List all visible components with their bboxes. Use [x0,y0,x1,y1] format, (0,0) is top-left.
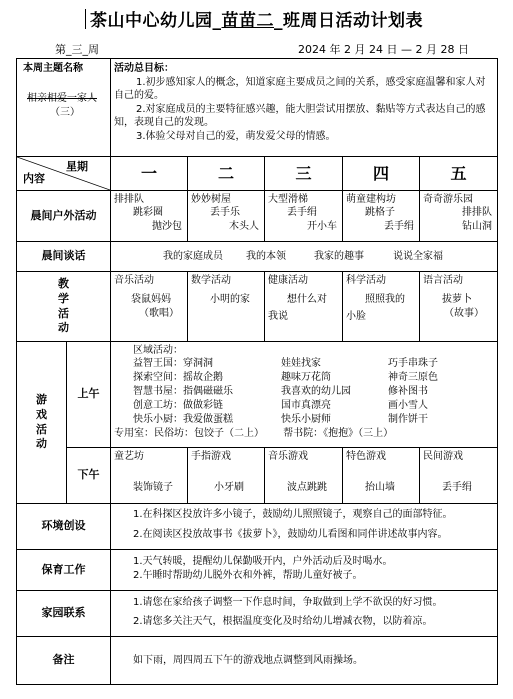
teaching-label [17,272,111,342]
pm-cell-fri [420,448,498,504]
care-label: 保育工作 [17,550,111,591]
outdoor-thu-3: 丢手绢 [384,221,414,232]
talk-cell [111,242,498,272]
outdoor-tue-2: 丢手乐 [210,207,240,218]
day-friday: 五 [420,157,498,191]
home-item-1: 1.请您在家给孩子调整一下作息时间，争取做到上学不欲误的好习惯。 [133,597,443,608]
day-content-header [17,157,111,191]
pm-thu-title: 特色游戏 [346,451,386,462]
pm-tue-title: 手指游戏 [191,451,231,462]
theme-cell [17,59,111,157]
teaching-thu-title: 科学活动 [346,275,386,286]
teaching-tue-title: 数学活动 [191,275,231,286]
outdoor-cell-mon [111,191,188,242]
notes-cell [111,637,498,685]
day-tuesday: 二 [188,157,265,191]
pm-cell-tue [188,448,265,504]
area-5-c: 制作饼干 [388,414,428,425]
week-label: 第_三_周 [55,43,99,56]
teaching-label-char-4: 动 [58,321,69,335]
teaching-thu-sub: 照照我的 [365,294,405,305]
teaching-fri-sub: 拔萝卜 [442,294,472,305]
environment-cell [111,504,498,550]
area-1-b: 娃娃找家 [281,358,321,369]
environment-item-2: 2.在阅读区投放故事书《拔萝卜》，鼓励幼儿看图和同伴讲述故事内容。 [133,528,448,540]
games-label-char-1: 游 [36,392,47,406]
pm-tue-sub: 小牙刷 [214,482,244,493]
environment-label: 环境创设 [17,504,111,550]
special-rooms: 专用室：民俗坊：包饺子（二上） 帮书院：《抱抱》（三上） [114,428,394,439]
teaching-mon-sub2: （歌唱） [139,308,179,319]
area-3-a: 智慧书屋：指偶磁磁乐 [133,386,233,397]
area-3-b: 我喜欢的幼儿园 [281,386,351,397]
outdoor-mon-2: 跳彩圈 [133,207,163,218]
teaching-fri-sub2: （故事） [444,308,484,319]
pm-cell-mon [111,448,188,504]
area-5-b: 快乐小厨师 [281,414,331,425]
pm-mon-sub: 装饰镜子 [133,482,173,493]
day-monday: 一 [111,157,188,191]
teaching-cell-thu [343,272,420,342]
pm-fri-sub: 丢手绢 [442,482,472,493]
weekly-plan-table [16,58,498,685]
home-label: 家园联系 [17,591,111,637]
teaching-wed-title: 健康活动 [268,275,308,286]
talk-topic-1: 我的家庭成员 [163,251,223,262]
pm-cell-wed [265,448,343,504]
outdoor-cell-thu [343,191,420,242]
games-label-char-4: 动 [36,437,47,451]
area-2-c: 神奇三原色 [388,372,438,383]
theme-part: （三） [50,107,80,118]
environment-item-1: 1.在科探区投放许多小镜子，鼓励幼儿照照镜子，观察自己的面部特征。 [133,509,453,520]
teaching-fri-title: 语言活动 [423,275,463,286]
care-item-1: 1.天气转暖，提醒幼儿保勤吸开内，户外活动后及时喝水。 [133,556,393,567]
outdoor-thu-1: 萌童建构坊 [346,194,396,205]
teaching-mon-title: 音乐活动 [114,275,154,286]
teaching-thu-sub2: 小脸 [346,311,366,322]
area-title: 区域活动： [133,345,183,356]
date-range: 2024 年 2 月 24 日 — 2 月 28 日 [298,43,469,56]
pm-wed-sub: 波点跳跳 [287,482,327,493]
day-thursday: 四 [343,157,420,191]
area-4-c: 画小雪人 [388,400,428,411]
content-label: 内容 [23,172,45,186]
outdoor-thu-2: 跳格子 [365,207,395,218]
notes-text: 如下雨，周四周五下午的游戏地点调整到风雨操场。 [133,654,363,666]
area-4-b: 国市真漂亮 [281,400,331,411]
teaching-wed-sub2: 我说 [268,311,288,322]
talk-label: 晨间谈话 [17,242,111,272]
outdoor-fri-1: 奇奇游乐园 [423,194,473,205]
area-1-c: 巧手串珠子 [388,358,438,369]
outdoor-cell-tue [188,191,265,242]
goals-label: 活动总目标： [114,63,174,74]
theme-name: 相亲相爱一家人 [27,93,97,104]
outdoor-tue-3: 木头人 [229,221,259,232]
teaching-mon-sub: 袋鼠妈妈 [131,294,171,305]
games-label [17,342,67,504]
pm-thu-sub: 抬山墙 [365,482,395,493]
teaching-cell-wed [265,272,343,342]
talk-topic-3: 我家的趣事 [314,251,364,262]
area-2-a: 探索空间：摇故企鹅 [133,372,223,383]
games-label-char-3: 活 [36,422,47,436]
title-prefix: 茶山中心幼儿园_ [90,11,222,31]
outdoor-cell-wed [265,191,343,242]
pm-fri-title: 民间游戏 [423,451,463,462]
pm-cell-thu [343,448,420,504]
teaching-tue-sub: 小明的家 [210,294,250,305]
goal-item-2: 2.对家庭成员的主要特征感兴趣，能大胆尝试用摆放、黏贴等方式表达自己的感知，表现自己的发现。 [114,103,486,128]
games-am-label: 上午 [67,342,111,448]
games-label-char-2: 戏 [36,407,47,421]
outdoor-wed-1: 大型滑梯 [268,194,308,205]
area-1-a: 益智王国：穿洞洞 [133,358,213,369]
outdoor-fri-2: 排排队 [462,207,493,218]
goal-item-3: 3.体验父母对自己的爱，萌发爱父母的情感。 [136,130,336,142]
teaching-cell-mon [111,272,188,342]
teaching-wed-sub: 想什么对 [287,294,327,305]
outdoor-mon-3: 抛沙包 [152,221,182,232]
teaching-cell-tue [188,272,265,342]
area-5-a: 快乐小厨：我爱做蛋糕 [133,414,233,425]
care-cell [111,550,498,591]
pm-mon-title: 童艺坊 [114,451,144,462]
theme-label: 本周主题名称 [23,63,83,74]
outdoor-label: 晨间户外活动 [17,191,111,242]
title-suffix: _班周日活动计划表 [274,11,423,31]
outdoor-tue-1: 妙妙树屋 [191,194,231,205]
day-wednesday: 三 [265,157,343,191]
area-2-b: 趣味万花筒 [281,372,331,383]
goals-cell [111,59,498,157]
title-class-name: 苗苗二 [221,11,274,31]
care-item-2: 2.午睡时帮助幼儿脱外衣和外裤，帮助儿童好被子。 [133,569,363,581]
day-label: 星期 [66,160,88,173]
area-4-a: 创意工坊：做做彩链 [133,400,223,411]
goal-item-1: 1.初步感知家人的概念，知道家庭主要成员之间的关系，感受家庭温馨和家人对自己的爱。 [114,76,486,101]
teaching-label-char-2: 学 [58,291,69,305]
teaching-label-char-3: 活 [58,306,69,320]
area-3-c: 修补图书 [388,386,428,397]
teaching-cell-fri [420,272,498,342]
home-cell [111,591,498,637]
pm-wed-title: 音乐游戏 [268,451,308,462]
outdoor-fri-3: 钻山洞 [462,221,493,232]
outdoor-wed-2: 丢手绢 [287,207,317,218]
notes-label: 备注 [17,637,111,685]
outdoor-mon-1: 排排队 [114,194,144,205]
games-am-cell [111,342,498,448]
teaching-label-char-1: 教 [58,276,69,290]
page-title [0,6,513,31]
home-item-2: 2.请您多关注天气，根据温度变化及时给幼儿增减衣物，以防着凉。 [133,615,433,627]
outdoor-cell-fri [420,191,498,242]
talk-topic-2: 我的本领 [246,251,286,262]
games-pm-label: 下午 [67,448,111,504]
outdoor-wed-3: 开小车 [307,221,337,232]
talk-topic-4: 说说全家福 [393,251,443,262]
